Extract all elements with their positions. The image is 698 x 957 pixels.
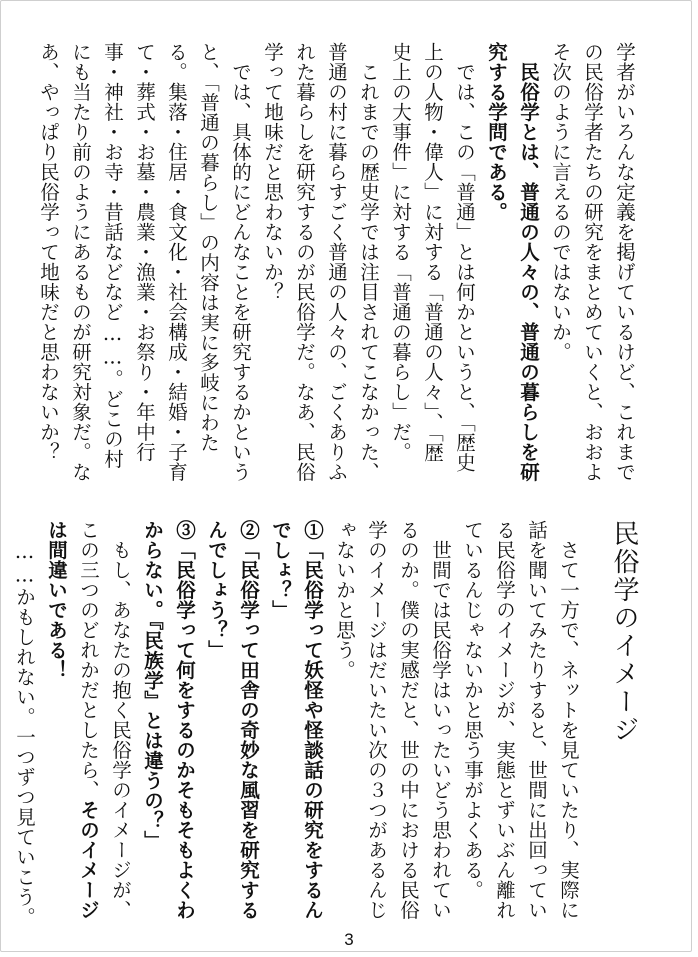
paragraph: さて一方で、ネットを見ていたり、実際に話を聞いてみたりすると、世間に出回っている民俗学のイメージが、実態とずいぶん離れているんじゃないかと思う事がよくある。 xyxy=(461,520,580,920)
page-number: 3 xyxy=(344,930,354,949)
paragraph: 学者がいろんな定義を掲げているけど、これまでの民俗学者たちの研究をまとめていくと、おおよそ次のように言えるのではないか。 xyxy=(549,42,636,482)
section-heading: 民俗学のイメージ xyxy=(609,520,639,744)
paragraph: 世間では民俗学はいったいどう思われているのか。僕の実感だと、世の中における民俗学のイメージはだいたい次の３つがあるんじゃないかと思う。 xyxy=(333,520,452,920)
paragraph: ……かもしれない。一つずつ見ていこう。 xyxy=(13,539,36,927)
emphasis-text: そのイメージは間違いである！ xyxy=(45,520,100,920)
paragraph: では、具体的にどんなことを研究するかというと、「普通の暮らし」の内容は実に多岐にわたる。集落・住居・食文化・社会構成・結婚・子育て・葬式・お墓・農業・漁業・お祭り・年中行事・神社・お寺・昔話などなど……。どこの村にも当たり前のようにあるものが研究対象だ。なあ、やっぱり民俗学って地味だと思わないか？ xyxy=(37,42,252,482)
definition-bold: 民俗学とは、普通の人々の、普通の暮らしを研究する学問である。 xyxy=(485,42,540,482)
bottom-text-block xyxy=(13,520,640,935)
list-item: ②「民俗学って田舎の奇妙な風習を研究するんでしょう？」 xyxy=(205,520,260,920)
paragraph: では、この「普通」とは何かというと、「歴史上の人物・偉人」に対する「普通の人々」、「歴史上の大事件」に対する「普通の暮らし」だ。 xyxy=(389,42,476,472)
paragraph-text: もし、あなたの抱く民俗学のイメージが、この三つのどれかだとしたら、 xyxy=(77,520,132,920)
paragraph: これまでの歴史学では注目されてこなかった、普通の村に暮らすごく普通の人々の、ごくありふれた暮らしを研究するのが民俗学だ。なあ、民俗学って地味だと思わないか？ xyxy=(261,42,380,482)
list-item: ③「民俗学って何をするのかそもそもよくわからない。『民族学』とは違うの？」 xyxy=(141,520,196,920)
top-text-block xyxy=(37,42,640,482)
list-item: ①「民俗学って妖怪や怪談話の研究をするんでしょ？」 xyxy=(269,520,324,920)
paragraph xyxy=(40,520,136,935)
